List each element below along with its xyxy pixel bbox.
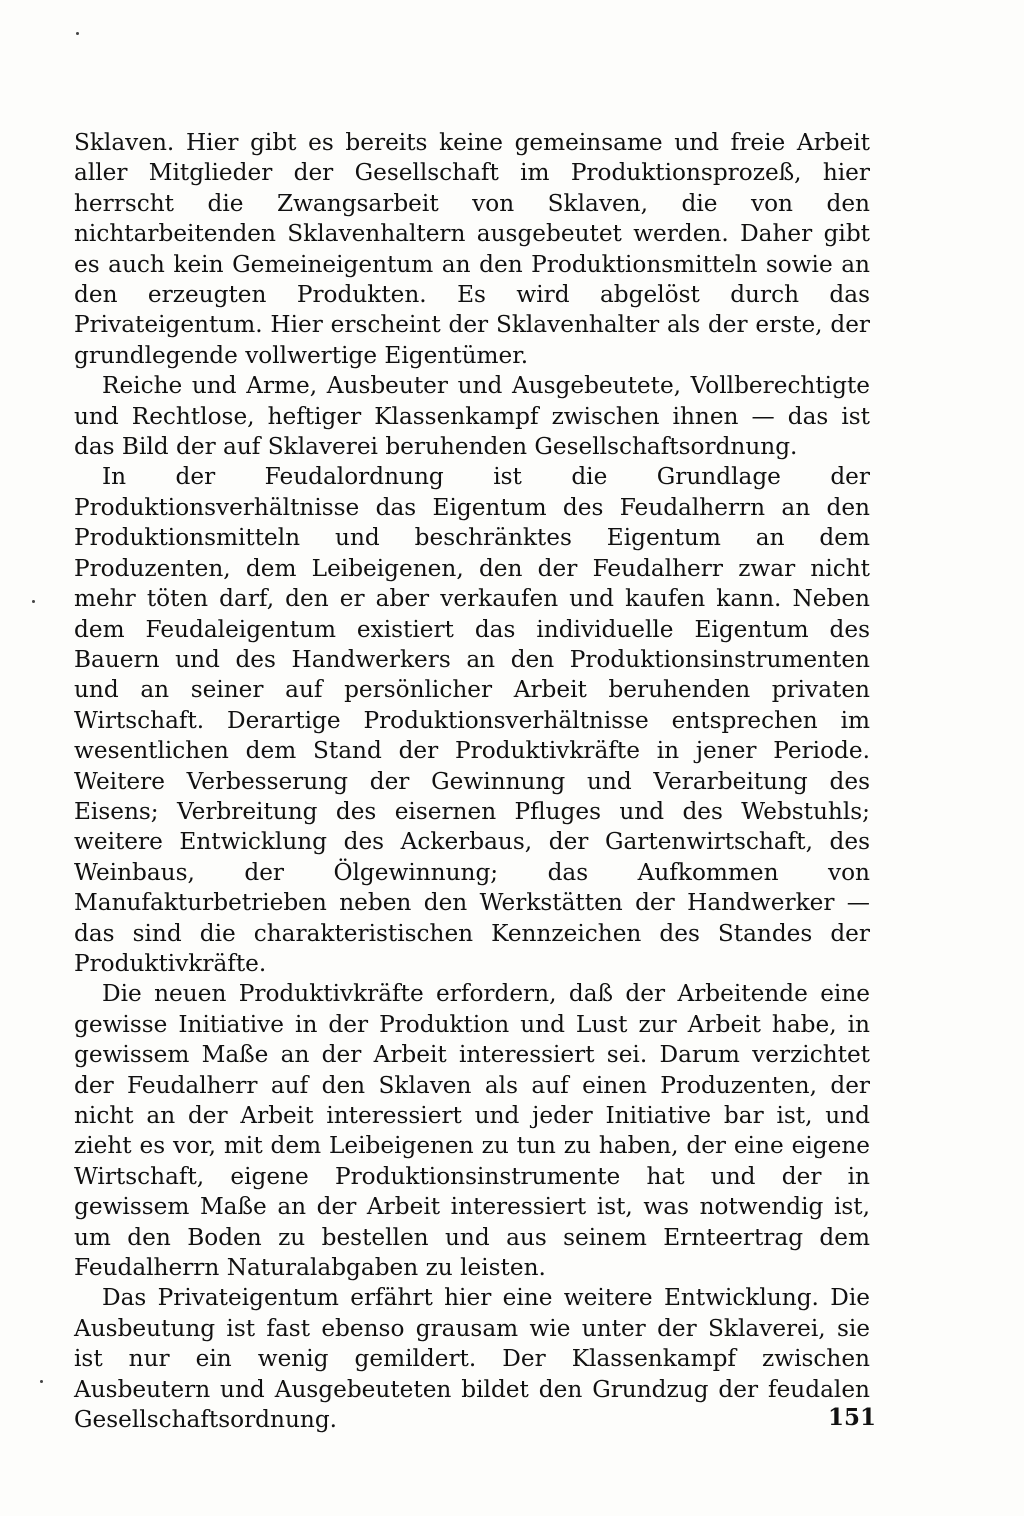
print-speck <box>40 1380 43 1383</box>
print-speck <box>76 32 79 35</box>
paragraph-4: Die neuen Produktivkräfte erfordern, daß der Arbeitende eine gewisse Initiative in der Produktion und Lust zur Arbeit habe, in gewissem Maße an der Arbeit interessiert sei. Darum verzichtet der Feudalherr auf den Sklaven als auf einen Produzenten, der nicht an der Arbeit interessiert und jeder Initiative bar ist, und zieht es vor, mit dem Leibeigenen zu tun zu haben, der eine eigene Wirtschaft, eigene Produktionsinstrumente hat und der in gewissem Maße an der Arbeit interessiert ist, was notwendig ist, um den Boden zu bestellen und aus seinem Ernteertrag dem Feudalherrn Naturalabgaben zu leisten. <box>74 980 870 1282</box>
paragraph-3: In der Feudalordnung ist die Grundlage der Produktionsverhältnisse das Eigentum des Feudalherrn an den Produktionsmitteln und beschränktes Eigentum an dem Produzenten, dem Leibeigenen, den der Feudalherr zwar nicht mehr töten darf, den er aber verkaufen und kaufen kann. Neben dem Feudaleigentum existiert das individuelle Eigentum des Bauern und des Handwerkers an den Produktionsinstrumenten und an seiner auf persönlicher Arbeit beruhenden privaten Wirtschaft. Derartige Produktionsverhältnisse entsprechen im wesentlichen dem Stand der Produktivkräfte in jener Periode. Weitere Verbesserung der Gewinnung und Verarbeitung des Eisens; Verbreitung des eisernen Pfluges und des Webstuhls; weitere Entwicklung des Ackerbaus, der Gartenwirtschaft, des Weinbaus, der Ölgewinnung; das Aufkommen von Manufakturbetrieben neben den Werkstätten der Handwerker — das sind die charakteristischen Kennzeichen des Standes der Produktivkräfte. <box>74 463 870 977</box>
body-text <box>74 128 870 1435</box>
paragraph-2: Reiche und Arme, Ausbeuter und Ausgebeutete, Vollberechtigte und Rechtlose, heftiger Klassenkampf zwischen ihnen — das ist das Bild der auf Sklaverei beruhenden Gesellschaftsordnung. <box>74 372 870 461</box>
paragraph-5: Das Privateigentum erfährt hier eine weitere Entwicklung. Die Ausbeutung ist fast ebenso grausam wie unter der Sklaverei, sie ist nur ein wenig gemildert. Der Klassenkampf zwischen Ausbeutern und Ausgebeuteten bildet den Grundzug der feudalen Gesellschaftsordnung. <box>74 1284 870 1434</box>
paragraph-1: Sklaven. Hier gibt es bereits keine gemeinsame und freie Arbeit aller Mitglieder der Gesellschaft im Produktionsprozeß, hier herrscht die Zwangsarbeit von Sklaven, die von den nichtarbeitenden Sklavenhaltern ausgebeutet werden. Daher gibt es auch kein Gemeineigentum an den Produktionsmitteln sowie an den erzeugten Produkten. Es wird abgelöst durch das Privateigentum. Hier erscheint der Sklavenhalter als der erste, der grundlegende vollwertige Eigentümer. <box>74 129 870 369</box>
page-number: 151 <box>827 1404 876 1431</box>
print-speck <box>32 600 35 603</box>
